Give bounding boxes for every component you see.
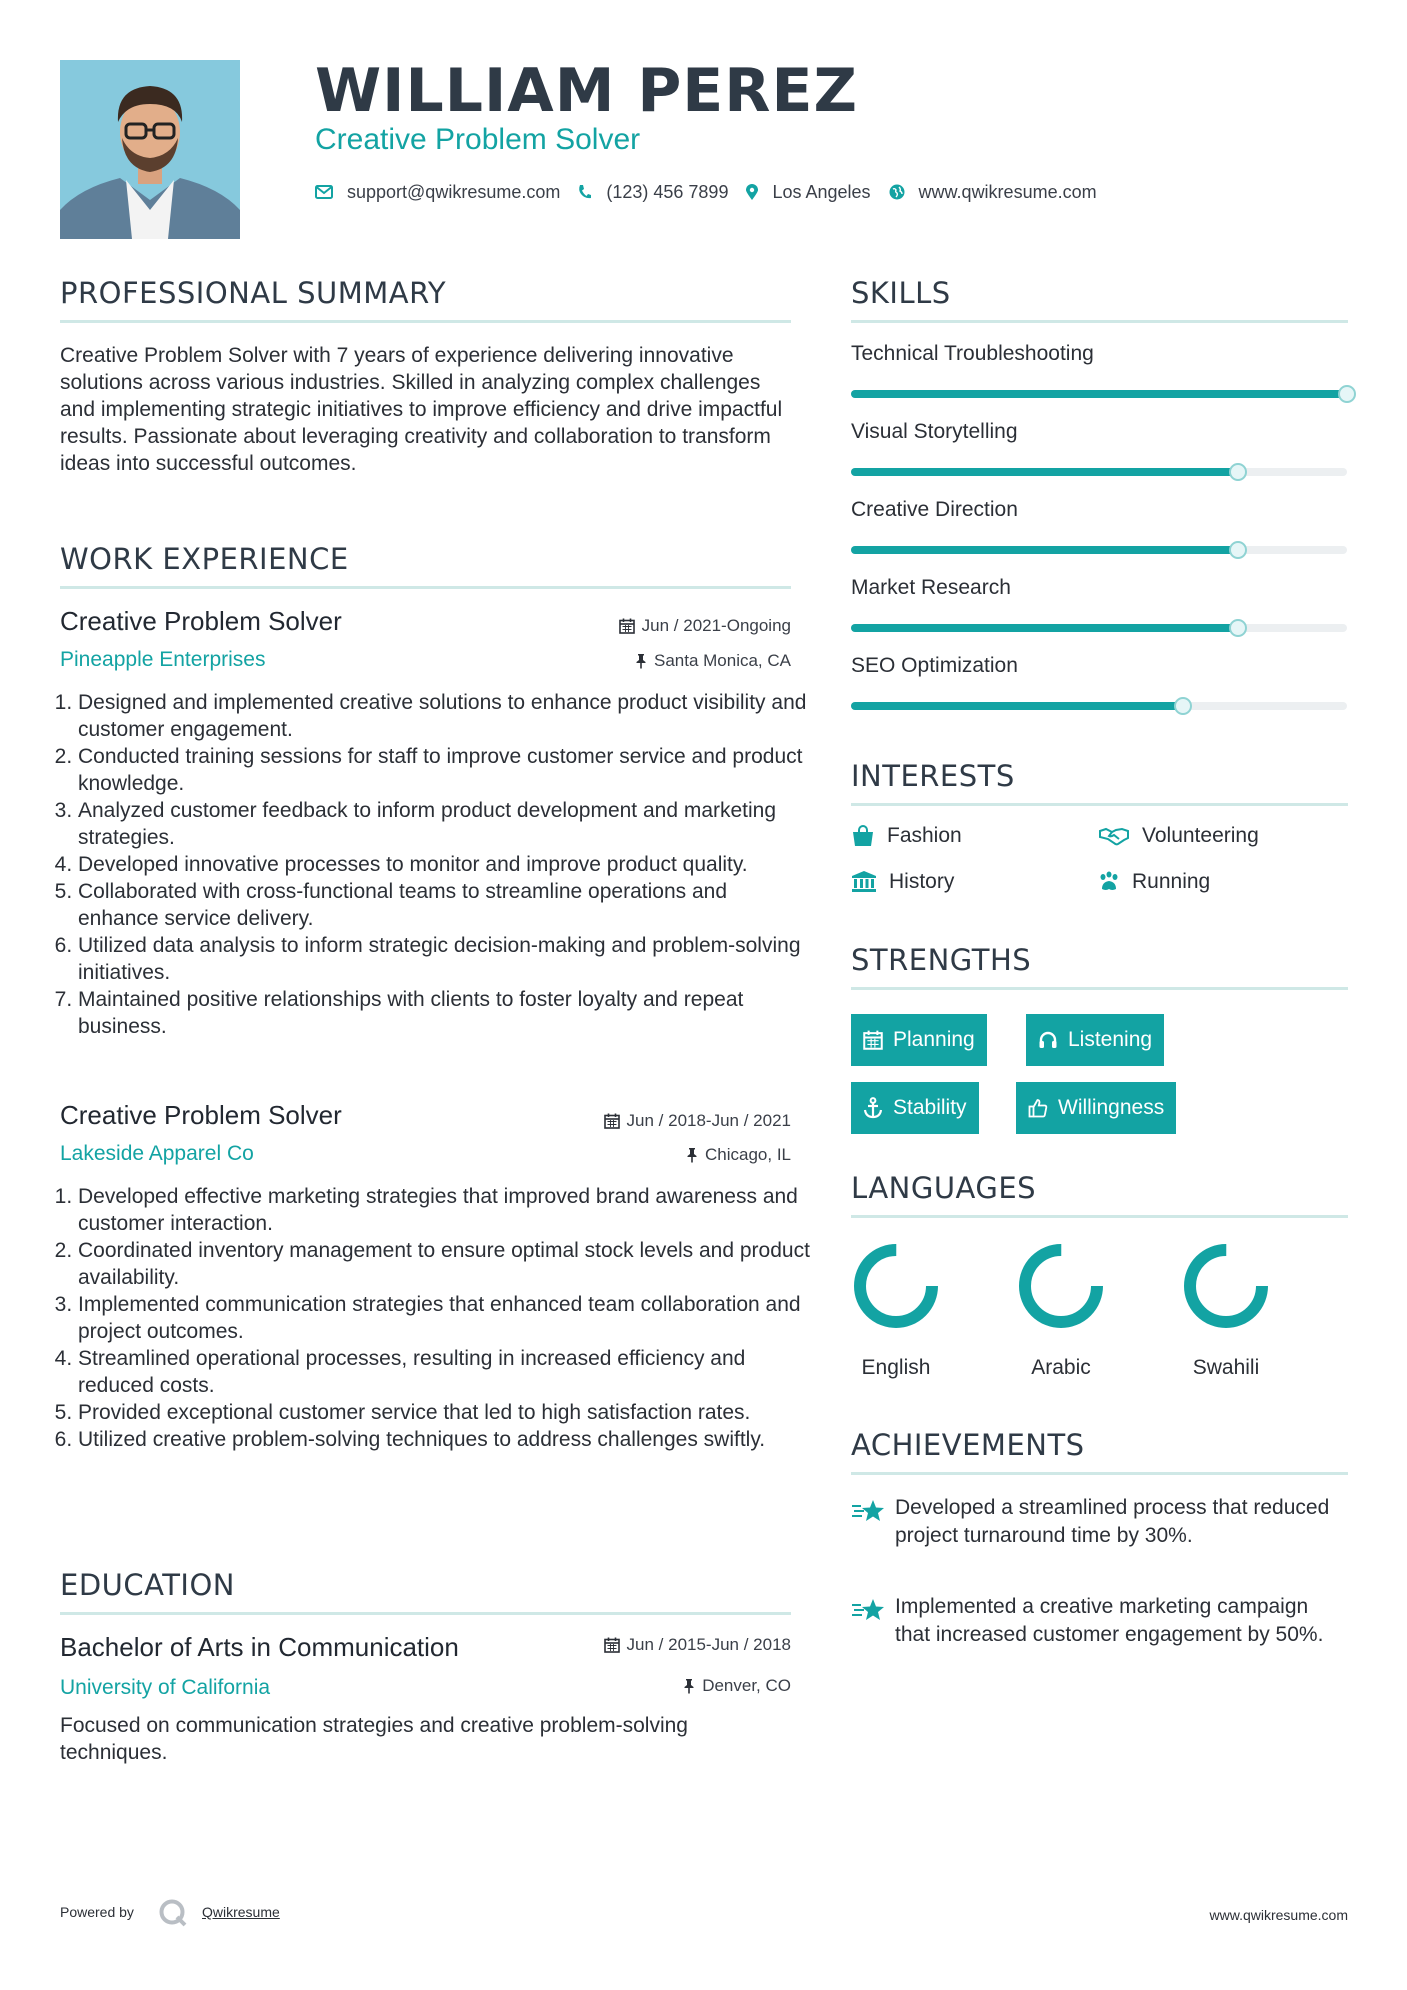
pushpin-icon (686, 1147, 698, 1163)
shopping-bag-icon (851, 825, 875, 847)
headphones-icon (1038, 1030, 1058, 1050)
shooting-star-icon (851, 1498, 885, 1524)
education-date-text: Jun / 2015-Jun / 2018 (626, 1635, 791, 1654)
interest-item-running (1098, 870, 1210, 894)
skill-bar-fill (851, 702, 1183, 710)
paw-icon (1098, 871, 1120, 893)
language-name: Swahili (1192, 1356, 1260, 1379)
achievement-text: Implemented a creative marketing campaign that increased customer engagement by 50%. (895, 1595, 1324, 1646)
strength-tag-listening (1026, 1014, 1164, 1066)
job-date (500, 616, 791, 636)
list-item: 2. Coordinated inventory management to ensure optimal stock levels and product availability. (78, 1237, 813, 1291)
pushpin-icon (635, 653, 647, 669)
achievement-text: Developed a streamlined process that reduced project turnaround time by 30%. (895, 1496, 1330, 1547)
list-item: 2. Conducted training sessions for staff to improve customer service and product knowledge. (78, 743, 813, 797)
interest-item-fashion (851, 824, 962, 848)
globe-icon (889, 184, 905, 200)
strength-label: Willingness (1058, 1096, 1165, 1119)
list-item: 1. Developed effective marketing strategies that improved brand awareness and customer interaction. (78, 1183, 813, 1237)
skill-bar-fill (851, 390, 1347, 398)
skills-divider (851, 320, 1348, 323)
education-heading: EDUCATION (60, 1568, 236, 1602)
list-item: 1. Designed and implemented creative solutions to enhance product visibility and customer engagement. (78, 689, 813, 743)
strength-label: Listening (1068, 1028, 1153, 1051)
pushpin-icon (683, 1678, 695, 1694)
contact-location (746, 182, 870, 203)
job-date (500, 1111, 791, 1131)
contact-website[interactable] (889, 182, 1097, 203)
achievement-item (851, 1593, 1348, 1649)
language-name: English (861, 1356, 931, 1379)
list-item: 7. Maintained positive relationships with clients to foster loyalty and repeat business. (78, 986, 813, 1040)
interest-item-volunteering (1098, 824, 1259, 848)
thumbs-up-icon (1028, 1098, 1048, 1118)
list-item: 3. Implemented communication strategies that enhanced team collaboration and project outcomes. (78, 1291, 813, 1345)
skill-bar-knob (1338, 385, 1356, 403)
languages-heading: LANGUAGES (851, 1171, 1037, 1205)
envelope-icon (315, 185, 333, 199)
strengths-divider (851, 987, 1348, 990)
education-divider (60, 1612, 791, 1615)
skill-name: Creative Direction (851, 498, 1018, 521)
interests-heading: INTERESTS (851, 759, 1015, 793)
interest-label: Volunteering (1142, 824, 1259, 847)
shooting-star-icon (851, 1597, 885, 1623)
candidate-name: WILLIAM PEREZ (315, 56, 858, 126)
skill-bar (851, 390, 1347, 398)
interest-label: Fashion (887, 824, 962, 847)
interest-label: History (889, 870, 955, 893)
calendar-icon (863, 1030, 883, 1050)
calendar-icon (604, 1637, 620, 1653)
strength-tag-willingness (1016, 1082, 1176, 1134)
skill-bar-fill (851, 624, 1238, 632)
strength-label: Stability (893, 1096, 967, 1119)
list-item: 4. Streamlined operational processes, resulting in increased efficiency and reduced costs. (78, 1345, 813, 1399)
skill-bar-fill (851, 546, 1238, 554)
language-ring-arc (1025, 1250, 1097, 1322)
interest-item-history (851, 870, 954, 894)
education-description: Focused on communication strategies and creative problem-solving techniques. (60, 1714, 688, 1764)
skill-bar-knob (1229, 541, 1247, 559)
email-text: support@qwikresume.com (347, 181, 561, 202)
education-date (500, 1635, 791, 1655)
job-bullets (60, 1183, 813, 1453)
language-ring (846, 1236, 946, 1336)
list-item: 3. Analyzed customer feedback to inform product development and marketing strategies. (78, 797, 813, 851)
job-location-text: Chicago, IL (705, 1145, 791, 1164)
summary-text: Creative Problem Solver with 7 years of experience delivering innovative solutions across various industries. Skilled in analyzing complex challenges and implementing strategic initiatives to improve efficiency and drive impactful results. Passionate about leveraging creativity and collaboration to transform ideas into successful outcomes. (60, 344, 783, 475)
strength-tag-planning (851, 1014, 987, 1066)
location-text: Los Angeles (772, 181, 871, 202)
skill-name: SEO Optimization (851, 654, 1018, 677)
candidate-title: Creative Problem Solver (315, 123, 641, 156)
job-bullets (60, 689, 813, 1040)
school-name: University of California (60, 1676, 271, 1699)
achievement-item (851, 1494, 1348, 1550)
website-text: www.qwikresume.com (918, 181, 1097, 202)
list-item: 6. Utilized creative problem-solving techniques to address challenges swiftly. (78, 1426, 813, 1453)
job-date-text: Jun / 2021-Ongoing (641, 616, 791, 635)
list-item: 4. Developed innovative processes to monitor and improve product quality. (78, 851, 813, 878)
skill-name: Market Research (851, 576, 1011, 599)
strengths-heading: STRENGTHS (851, 943, 1032, 977)
phone-text: (123) 456 7899 (606, 181, 729, 202)
job-title: Creative Problem Solver (60, 1100, 342, 1130)
interests-divider (851, 803, 1348, 806)
work-divider (60, 586, 791, 589)
contact-row (315, 180, 1097, 204)
degree-title: Bachelor of Arts in Communication (60, 1632, 459, 1662)
language-ring-arc (1190, 1250, 1262, 1322)
summary-divider (60, 320, 791, 323)
job-location-text: Santa Monica, CA (653, 651, 791, 670)
job-date-text: Jun / 2018-Jun / 2021 (626, 1111, 791, 1130)
skill-bar-knob (1174, 697, 1192, 715)
brand-link[interactable]: Qwikresume (202, 1904, 280, 1920)
list-item: 5. Provided exceptional customer service that led to high satisfaction rates. (78, 1399, 813, 1426)
company-name: Lakeside Apparel Co (60, 1142, 254, 1165)
interest-label: Running (1132, 870, 1211, 893)
contact-email[interactable] (315, 182, 560, 203)
anchor-icon (863, 1097, 883, 1119)
company-name: Pineapple Enterprises (60, 648, 266, 671)
education-location-text: Denver, CO (702, 1676, 791, 1695)
list-item: 6. Utilized data analysis to inform strategic decision-making and problem-solving initiatives. (78, 932, 813, 986)
skill-bar-knob (1229, 463, 1247, 481)
language-name: Arabic (1031, 1356, 1091, 1379)
skill-bar (851, 546, 1347, 554)
footer-url[interactable]: www.qwikresume.com (1209, 1907, 1348, 1923)
handshake-icon (1098, 825, 1130, 847)
skill-bar-knob (1229, 619, 1247, 637)
achievements-divider (851, 1472, 1348, 1475)
language-ring (1011, 1236, 1111, 1336)
skill-bar-fill (851, 468, 1238, 476)
job-location (500, 651, 791, 671)
profile-photo (60, 60, 240, 239)
strength-label: Planning (893, 1028, 975, 1051)
calendar-icon (619, 618, 635, 634)
language-ring (1176, 1236, 1276, 1336)
museum-icon (851, 871, 877, 893)
calendar-icon (604, 1113, 620, 1129)
powered-by-label: Powered by (60, 1904, 134, 1920)
job-title: Creative Problem Solver (60, 606, 342, 636)
languages-divider (851, 1215, 1348, 1218)
list-item: 5. Collaborated with cross-functional teams to streamline operations and enhance service delivery. (78, 878, 813, 932)
summary-heading: PROFESSIONAL SUMMARY (60, 276, 447, 310)
skill-bar (851, 702, 1347, 710)
achievements-heading: ACHIEVEMENTS (851, 1428, 1085, 1462)
map-marker-icon (746, 184, 758, 201)
skill-name: Technical Troubleshooting (851, 342, 1094, 365)
skill-bar (851, 624, 1347, 632)
skill-name: Visual Storytelling (851, 420, 1018, 443)
phone-icon (578, 184, 592, 200)
skills-heading: SKILLS (851, 276, 951, 310)
contact-phone[interactable] (578, 182, 728, 203)
education-location (500, 1676, 791, 1696)
work-heading: WORK EXPERIENCE (60, 542, 349, 576)
skill-bar (851, 468, 1347, 476)
strength-tag-stability (851, 1082, 979, 1134)
job-location (500, 1145, 791, 1165)
language-ring-arc (860, 1250, 932, 1322)
qwikresume-logo-icon (158, 1898, 188, 1933)
